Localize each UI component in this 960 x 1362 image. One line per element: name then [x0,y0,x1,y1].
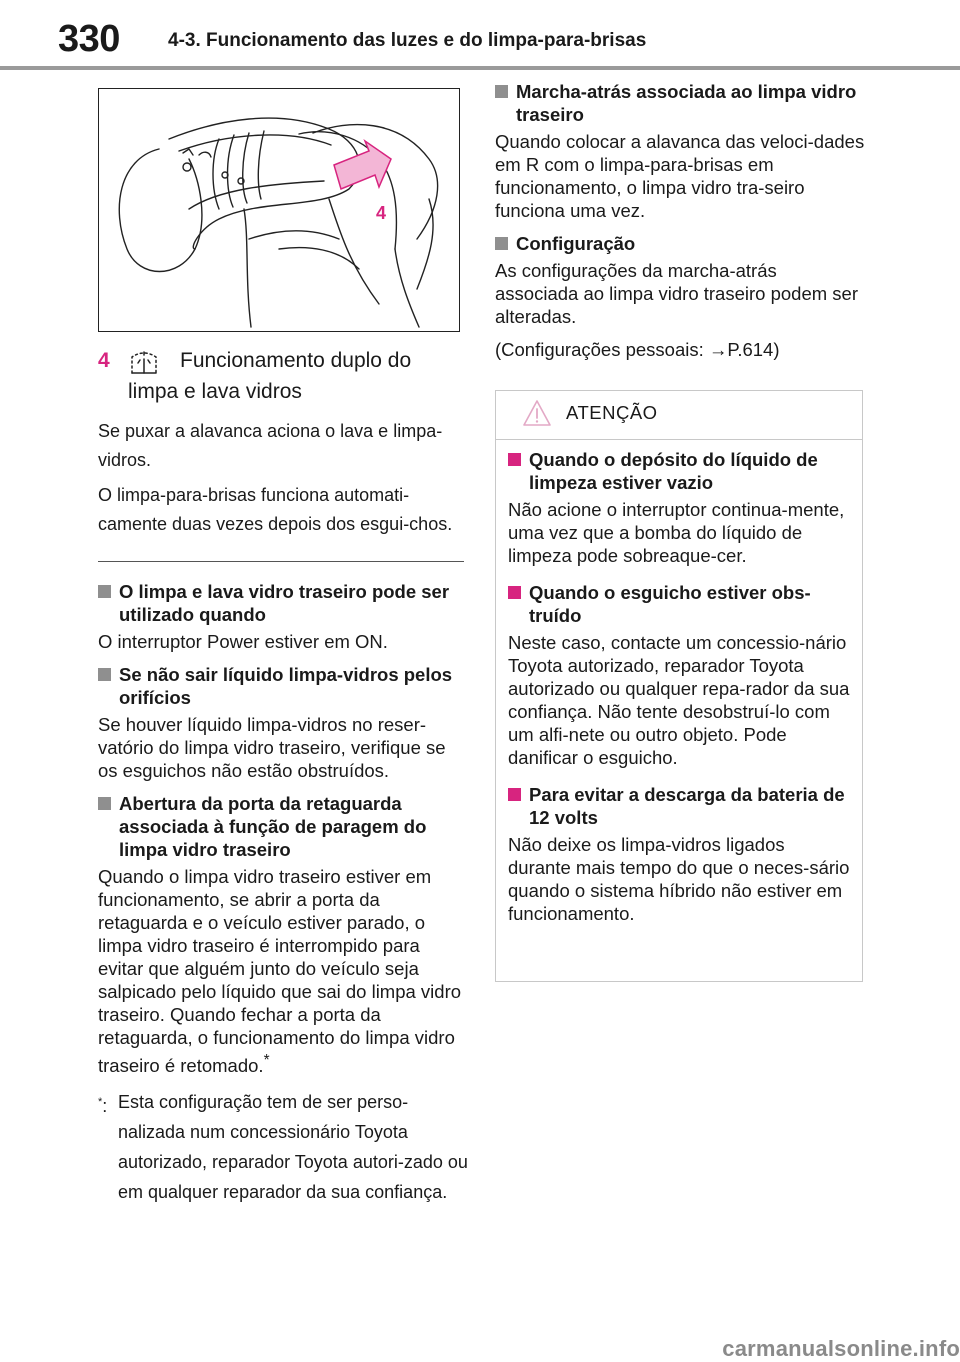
footnote-text: Esta configuração tem de ser perso-nalizada num concessionário Toyota autorizado, reparador Toyota autori-zado ou em qualquer reparador da sua confiança. [118,1092,468,1203]
section-square-marker [495,237,508,250]
footnote: *: Esta configuração tem de ser perso-nalizada num concessionário Toyota autorizado, reparador Toyota autori-zado ou em qualquer reparador da sua confiança. [98,1087,468,1207]
settings-page-reference[interactable]: (Configurações pessoais: →P.614) [495,339,780,360]
lever-drawing [99,89,459,331]
section-title: O limpa e lava vidro traseiro pode ser utilizado quando [119,581,450,625]
figure-callout: 4 [376,203,387,223]
section-square-marker [508,453,521,466]
item-4-title-line1: Funcionamento duplo do [180,349,412,372]
section-body: Quando o limpa vidro traseiro estiver em funcionamento, se abrir a porta da retaguarda e o veículo estiver parado, o limpa vidro traseiro é interrompido para evitar que alguém junto do veículo seja salpicado pelo líquido que sai do limpa vidro traseiro. Quando fechar a porta da retaguarda, o funcionamento do limpa vidro traseiro é retomado.* [98,866,462,1077]
section-title: Marcha-atrás associada ao limpa vidro traseiro [516,81,857,125]
wiper-lever-illustration [98,88,460,332]
left-column [98,344,468,1207]
warning-box [495,390,863,982]
section-square-marker [98,585,111,598]
right-column [495,80,865,371]
section-rear-wiper-availability [98,580,468,653]
section-body: Não deixe os limpa-vidros ligados durante mais tempo do que o neces-sário quando o sistema híbrido não estiver em funcionamento. [508,834,850,924]
section-title: Se não sair líquido limpa-vidros pelos orifícios [119,664,453,708]
section-body: O interruptor Power estiver em ON. [98,631,388,652]
item-4-description [98,417,468,539]
warning-section-empty-reservoir [508,448,850,567]
warning-triangle-icon [522,399,552,432]
footnote-ref: * [263,1052,270,1069]
section-square-marker [508,586,521,599]
section-title: Quando o depósito do líquido de limpeza estiver vazio [529,449,818,493]
footnote-mark: * [98,1096,103,1109]
section-reverse-linked-wiper [495,80,865,222]
section-title: Quando o esguicho estiver obs-truído [529,582,811,626]
section-square-marker [495,85,508,98]
section-title: Abertura da porta da retaguarda associada à função de paragem do limpa vidro traseiro [119,793,427,860]
section-rear-door-stop [98,792,468,1077]
watermark: carmanualsonline.info [722,1336,960,1361]
section-divider [98,561,464,562]
section-square-marker [508,788,521,801]
washer-wiper-icon [128,344,168,377]
section-title: Configuração [516,233,636,254]
item-4-heading [98,344,468,377]
section-configuration [495,232,865,361]
warning-title: ATENÇÃO [566,402,658,423]
section-body: Se houver líquido limpa-vidros no reser-vatório do limpa vidro traseiro, verifique se os esguichos não estão obstruídos. [98,714,446,781]
item-number: 4 [98,349,110,372]
section-square-marker [98,797,111,810]
warning-header [496,391,862,440]
section-body: Não acione o interruptor continua-mente, uma vez que a bomba do líquido de limpeza pode sobreaque-cer. [508,499,845,566]
section-no-washer-fluid [98,663,468,782]
section-body: Neste caso, contacte um concessio-nário Toyota autorizado, reparador Toyota autorizado ou qualquer repa-rador da sua confiança. Não tente desobstruí-lo com um alfi-nete ou outro objeto. Pode danificar o esguicho. [508,632,850,768]
page-number: 330 [58,18,120,60]
section-body: Quando colocar a alavanca das veloci-dades em R com o limpa-para-brisas em funcionamento, o limpa vidro tra-seiro funciona uma vez. [495,131,865,221]
item-4-title-line2: limpa e lava vidros [128,380,302,403]
section-square-marker [98,668,111,681]
section-body: As configurações da marcha-atrás associada ao limpa vidro traseiro podem ser alteradas. [495,260,858,327]
warning-section-battery-discharge [508,783,850,925]
header-divider [0,66,960,70]
paragraph: O limpa-para-brisas funciona automati-camente duas vezes depois dos esgui-chos. [98,485,453,534]
warning-section-clogged-nozzle [508,581,850,769]
warning-body [496,440,862,925]
paragraph: Se puxar a alavanca aciona o lava e limpa-vidros. [98,421,443,470]
chapter-title: 4-3. Funcionamento das luzes e do limpa-para-brisas [168,30,647,51]
section-title: Para evitar a descarga da bateria de 12 volts [529,784,845,828]
